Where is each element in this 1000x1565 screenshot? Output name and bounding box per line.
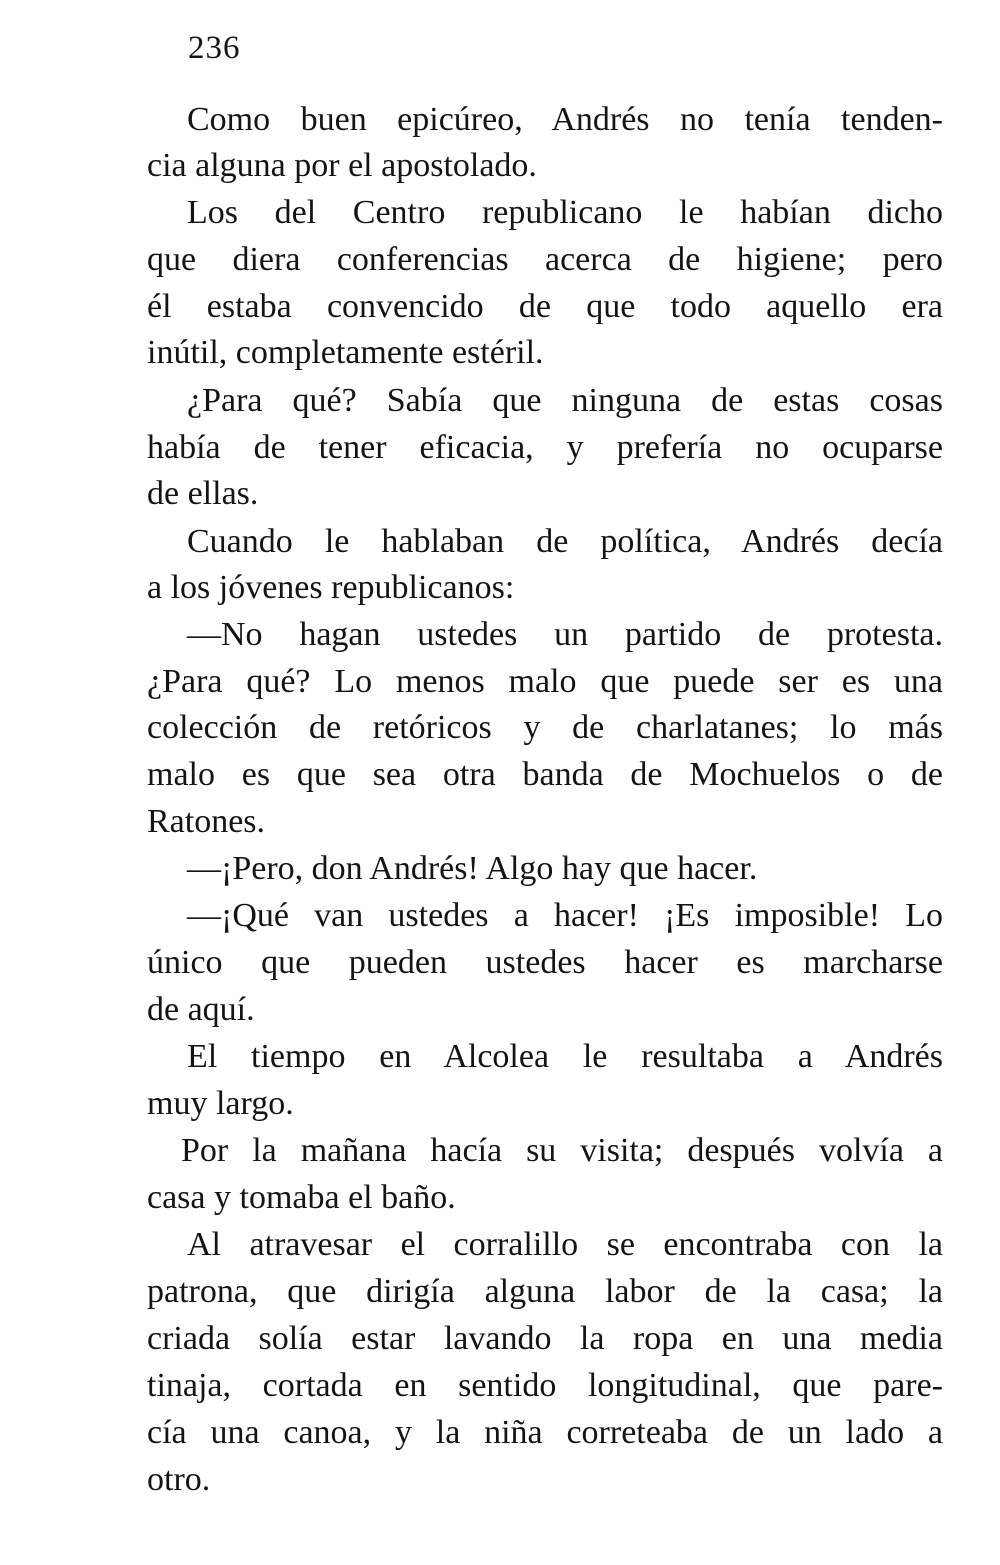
page-number: 236 — [188, 30, 241, 66]
text-line-1: Como buen epicúreo, Andrés no tenía tenden- — [187, 101, 943, 138]
text-line-12: —No hagan ustedes un partido de protesta. — [187, 616, 943, 653]
text-line-2: cia alguna por el apostolado. — [147, 147, 537, 184]
text-line-29: cía una canoa, y la niña correteaba de un lado a — [147, 1414, 943, 1451]
text-line-10: Cuando le hablaban de política, Andrés decía — [187, 523, 943, 560]
text-line-30: otro. — [147, 1461, 211, 1498]
text-line-3: Los del Centro republicano le habían dicho — [187, 194, 943, 231]
text-line-18: —¡Qué van ustedes a hacer! ¡Es imposible! Lo — [187, 897, 943, 934]
text-line-8: había de tener eficacia, y prefería no ocuparse — [147, 429, 943, 466]
text-line-21: El tiempo en Alcolea le resultaba a Andrés — [187, 1038, 943, 1075]
text-line-13: ¿Para qué? Lo menos malo que puede ser es una — [147, 663, 943, 700]
text-line-7: ¿Para qué? Sabía que ninguna de estas cosas — [187, 382, 943, 419]
text-line-26: patrona, que dirigía alguna labor de la casa; la — [147, 1273, 943, 1310]
text-line-16: Ratones. — [147, 803, 266, 840]
text-line-23: Por la mañana hacía su visita; después volvía a — [181, 1132, 943, 1169]
text-line-19: único que pueden ustedes hacer es marcharse — [147, 944, 943, 981]
text-line-14: colección de retóricos y de charlatanes; lo más — [147, 709, 943, 746]
text-line-28: tinaja, cortada en sentido longitudinal, que pare- — [147, 1367, 943, 1404]
text-line-15: malo es que sea otra banda de Mochuelos o de — [147, 756, 943, 793]
text-line-17: —¡Pero, don Andrés! Algo hay que hacer. — [187, 850, 758, 887]
text-line-6: inútil, completamente estéril. — [147, 334, 544, 371]
text-line-25: Al atravesar el corralillo se encontraba con la — [187, 1226, 943, 1263]
text-line-22: muy largo. — [147, 1085, 294, 1122]
text-line-5: él estaba convencido de que todo aquello era — [147, 288, 943, 325]
text-line-20: de aquí. — [147, 991, 255, 1028]
text-line-24: casa y tomaba el baño. — [147, 1179, 456, 1216]
text-line-11: a los jóvenes republicanos: — [147, 569, 515, 606]
text-line-4: que diera conferencias acerca de higiene; pero — [147, 241, 943, 278]
text-line-9: de ellas. — [147, 475, 259, 512]
text-line-27: criada solía estar lavando la ropa en una media — [147, 1320, 943, 1357]
